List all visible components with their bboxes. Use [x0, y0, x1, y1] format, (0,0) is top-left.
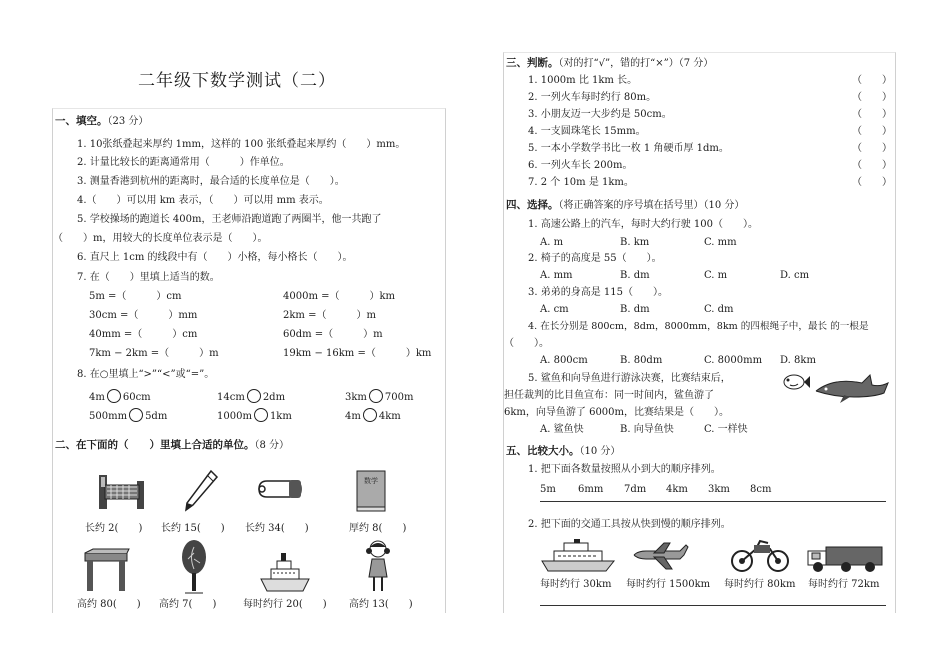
compare-item: 500mm 5dm — [89, 408, 167, 423]
s1-q6: 6. 直尺上 1cm 的线段中有（ ）小格，每小格长（ ）。 — [77, 252, 353, 263]
option: B. dm — [620, 304, 650, 315]
answer-paren[interactable]: （ ） — [852, 75, 892, 86]
s5-vehicle-caption: 每时约行 30km — [540, 579, 612, 590]
tree-icon — [179, 539, 209, 595]
s1-q7: 7. 在（ ）里填上适当的数。 — [77, 272, 220, 283]
truck-icon — [806, 541, 886, 573]
judge-item: 7. 2 个 10m 是 1km。 — [528, 177, 634, 188]
section-2-header: 二、在下面的（ ）里填上合适的单位。（8 分） — [55, 439, 290, 451]
s2-caption: 高约 7( ) — [159, 599, 217, 610]
compare-item: 4m 4km — [345, 408, 401, 423]
answer-paren[interactable]: （ ） — [852, 126, 892, 137]
section-1-header: 一、填空。（23 分） — [55, 115, 149, 127]
s1-q7-item: 40mm =（ ）cm — [89, 329, 198, 340]
s5-item: 5m — [540, 484, 556, 495]
s2-caption: 厚约 8( ) — [349, 523, 407, 534]
s5-vehicle-caption: 每时约行 1500km — [626, 579, 711, 590]
svg-text:数学: 数学 — [364, 477, 378, 485]
option: A. 800cm — [540, 355, 588, 366]
judge-item: 3. 小朋友迈一大步约是 50cm。 — [528, 109, 672, 120]
s5-q1: 1. 把下面各数量按照从小到大的顺序排列。 — [528, 464, 721, 475]
option: D. cm — [780, 270, 810, 281]
compare-item: 4m 60cm — [89, 389, 151, 404]
s2-caption: 每时约行 20( ) — [243, 599, 327, 610]
safety-pin-icon — [253, 477, 303, 501]
right-panel — [503, 52, 896, 613]
compare-circle[interactable] — [254, 408, 268, 422]
s2-caption: 长约 34( ) — [245, 523, 309, 534]
answer-line[interactable] — [540, 605, 886, 606]
airplane-icon — [632, 541, 688, 571]
page-title: 二年级下数学测试（二） — [138, 71, 336, 91]
s4-q4a: 4. 在长分别是 800cm，8dm，8000mm，8km 的四根绳子中，最长 的一根是 — [528, 321, 869, 332]
s4-q5b: 担任裁判的比目鱼宣布：同一时间内，鲨鱼游了 — [504, 390, 714, 401]
s4-q3: 3. 弟弟的身高是 115（ ）。 — [528, 287, 668, 298]
answer-paren[interactable]: （ ） — [852, 160, 892, 171]
bed-icon — [97, 471, 147, 513]
s1-q3: 3. 测量香港到杭州的距离时，最合适的长度单位是（ ）。 — [77, 176, 345, 187]
judge-item: 4. 一支圆珠笔长 15mm。 — [528, 126, 646, 137]
ship-icon — [259, 549, 311, 593]
s1-q5b: （ ）m，用较大的长度单位表示是（ ）。 — [53, 233, 268, 244]
option: A. m — [540, 237, 564, 248]
section-3-header: 三、判断。（对的打“√”，错的打“×”）（7 分） — [506, 57, 714, 69]
shark-icon — [814, 371, 890, 405]
option: C. 8000mm — [704, 355, 763, 366]
option: C. mm — [704, 237, 737, 248]
s1-q7-item: 4000m =（ ）km — [283, 291, 396, 302]
desk-icon — [83, 549, 129, 593]
option: D. 8km — [780, 355, 816, 366]
s4-q5c: 6km，向导鱼游了 6000m，比赛结果是（ ）。 — [504, 407, 730, 418]
pencil-icon — [183, 469, 219, 513]
s1-q5a: 5. 学校操场的跑道长 400m，王老师沿跑道跑了两圈半，他一共跑了 — [77, 214, 382, 225]
option: B. 80dm — [620, 355, 663, 366]
answer-paren[interactable]: （ ） — [852, 143, 892, 154]
judge-item: 1. 1000m 比 1km 长。 — [528, 75, 638, 86]
s1-q7-item: 60dm =（ ）m — [283, 329, 383, 340]
s4-q1: 1. 高速公路上的汽车，每时大约行驶 100（ ）。 — [528, 219, 758, 230]
section-4-header: 四、选择。（将正确答案的序号填在括号里）（10 分） — [506, 199, 745, 211]
s1-q1: 1. 10张纸叠起来厚约 1mm，这样的 100 张纸叠起来厚约（ ）mm。 — [77, 139, 406, 150]
answer-paren[interactable]: （ ） — [852, 177, 892, 188]
s5-item: 7dm — [624, 484, 647, 495]
judge-item: 6. 一列火车长 200m。 — [528, 160, 633, 171]
compare-circle[interactable] — [129, 408, 143, 422]
s5-item: 3km — [708, 484, 730, 495]
s2-caption: 长约 2( ) — [85, 523, 143, 534]
judge-item: 5. 一本小学数学书比一枚 1 角硬币厚 1dm。 — [528, 143, 729, 154]
s1-q2: 2. 计量比较长的距离通常用（ ）作单位。 — [77, 157, 290, 168]
girl-icon — [363, 539, 393, 597]
s5-item: 6mm — [578, 484, 604, 495]
s5-vehicle-caption: 每时约行 72km — [808, 579, 880, 590]
s1-q4: 4.（ ）可以用 km 表示，（ ）可以用 mm 表示。 — [77, 195, 329, 206]
option: A. 鲨鱼快 — [540, 424, 584, 435]
option: C. 一样快 — [704, 424, 748, 435]
s1-q7-item: 19km − 16km =（ ）km — [283, 348, 432, 359]
s2-caption: 高约 13( ) — [349, 599, 413, 610]
s2-caption: 长约 15( ) — [161, 523, 225, 534]
motorcycle-icon — [730, 537, 790, 573]
s1-q7-item: 30cm =（ ）mm — [89, 310, 198, 321]
s5-item: 8cm — [750, 484, 772, 495]
section-5-header: 五、比较大小。（10 分） — [506, 445, 621, 457]
option: C. m — [704, 270, 728, 281]
ship-icon — [540, 539, 616, 573]
compare-item: 1000m 1km — [217, 408, 292, 423]
compare-circle[interactable] — [363, 408, 377, 422]
s1-q7-item: 2km =（ ）m — [283, 310, 376, 321]
s5-vehicle-caption: 每时约行 80km — [724, 579, 796, 590]
option: A. mm — [540, 270, 573, 281]
s4-q5a: 5. 鲨鱼和向导鱼进行游泳决赛，比赛结束后， — [528, 373, 731, 384]
option: C. dm — [704, 304, 734, 315]
option: B. 向导鱼快 — [620, 424, 674, 435]
s4-q2: 2. 椅子的高度是 55（ ）。 — [528, 253, 662, 264]
compare-item: 3km 700m — [345, 389, 413, 404]
compare-circle[interactable] — [107, 389, 121, 403]
s5-item: 4km — [666, 484, 688, 495]
answer-paren[interactable]: （ ） — [852, 109, 892, 120]
s2-caption: 高约 80( ) — [77, 599, 141, 610]
s1-q7-item: 5m =（ ）cm — [89, 291, 182, 302]
s4-q4b: （ ）。 — [504, 338, 549, 349]
s1-q8: 8. 在○里填上“>”“<”或“=”。 — [77, 369, 215, 380]
s5-q2: 2. 把下面的交通工具按从快到慢的顺序排列。 — [528, 519, 731, 530]
judge-item: 2. 一列火车每时约行 80m。 — [528, 92, 657, 103]
option: B. km — [620, 237, 650, 248]
compare-circle[interactable] — [247, 389, 261, 403]
left-panel — [52, 108, 446, 613]
option: B. dm — [620, 270, 650, 281]
option: A. cm — [540, 304, 569, 315]
answer-paren[interactable]: （ ） — [852, 92, 892, 103]
pilot-fish-icon — [780, 371, 810, 393]
answer-line[interactable] — [540, 501, 886, 502]
s1-q7-item: 7km − 2km =（ ）m — [89, 348, 219, 359]
compare-item: 14cm 2dm — [217, 389, 285, 404]
compare-circle[interactable] — [369, 389, 383, 403]
math-book-icon — [353, 469, 389, 513]
